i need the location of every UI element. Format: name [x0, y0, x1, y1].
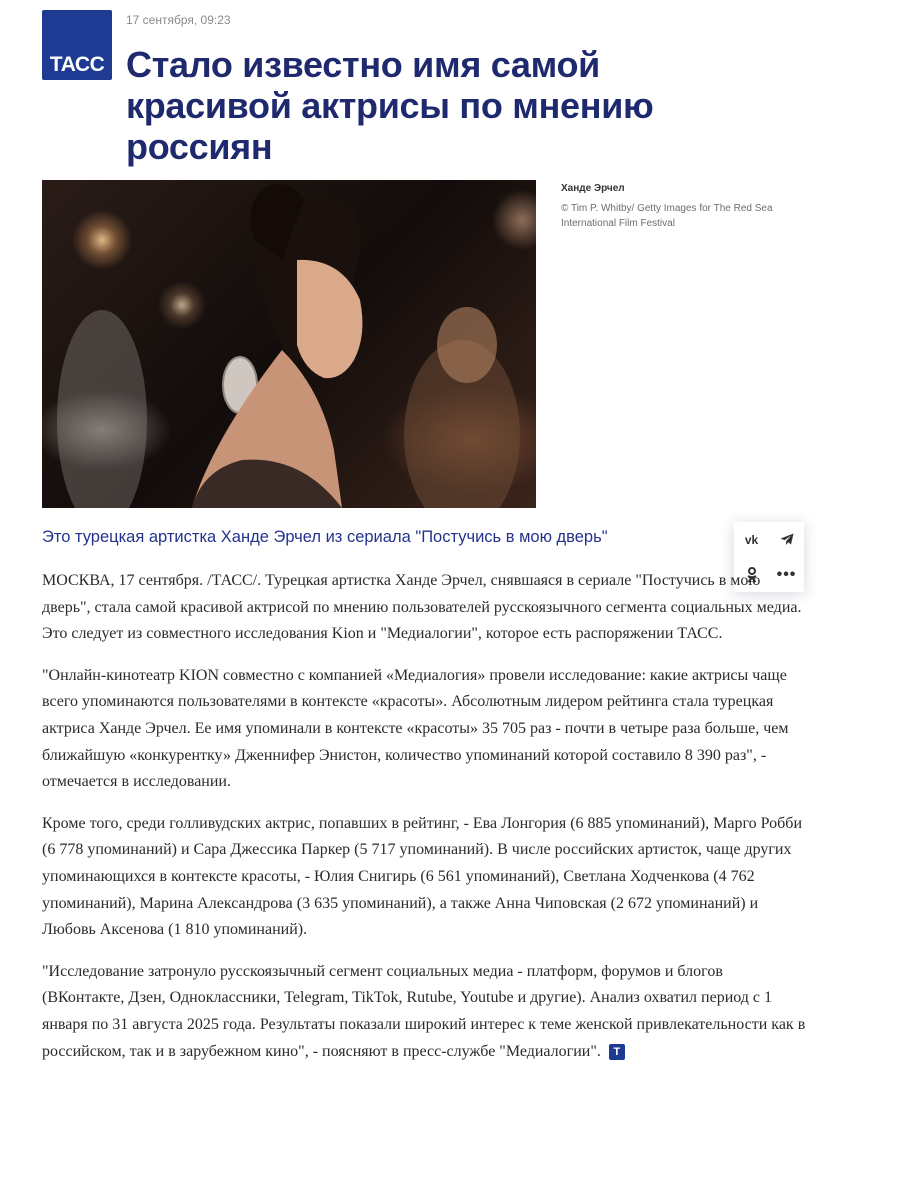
article-lead: Это турецкая артистка Ханде Эрчел из сериала "Постучись в мою дверь" [42, 528, 608, 546]
photo-illustration [42, 180, 536, 508]
share-vk-button[interactable] [734, 522, 769, 557]
body-paragraph-3: Кроме того, среди голливудских актрис, попавших в рейтинг, - Ева Лонгория (6 885 упоминаний), Марго Робби (6 778 упоминаний) и Сара Джессика Паркер (5 717 упоминаний). В числе российских артисток, чаще других упоминающихся в контексте красоты, - Юлия Снигирь (6 561 упоминаний), Светлана Ходченкова (4 762 упоминаний), Марина Александрова (3 635 упоминаний), а также Анна Чиповская (2 672 упоминаний) и Любовь Аксенова (1 810 упоминаний). [42, 814, 803, 939]
body-paragraph-1: МОСКВА, 17 сентября. /ТАСС/. Турецкая артистка Ханде Эрчел, снявшаяся в сериале "Постучись в мою дверь", стала самой красивой актрисой по мнению пользователей русскоязычного сегмента социальных медиа. Это следует из совместного исследования Kion и "Медиалогии", которое есть распоряжении ТАСС. [42, 572, 802, 643]
photo-caption-credit: © Tim P. Whitby/ Getty Images for The Red Sea International Film Festival [561, 203, 773, 229]
photo-caption-name: Ханде Эрчел [561, 183, 625, 194]
tass-end-mark-icon: Т [609, 1044, 625, 1060]
article-body [42, 565, 807, 1080]
body-paragraph-2: "Онлайн-кинотеатр KION совместно с компанией «Медиалогия» провели исследование: какие актрисы чаще всего упоминаются пользователями в контексте «красоты». Абсолютным лидером рейтинга стала турецкая актриса Ханде Эрчел. Ее имя упоминали в контексте «красоты» 35 705 раз - почти в четыре раза больше, чем ближайшую «конкурентку» Дженнифер Энистон, количество упоминаний которой составило 8 390 раз", - отмечается в исследовании. [42, 666, 789, 791]
article-photo [42, 180, 536, 508]
vk-icon: vk [744, 532, 759, 547]
logo-text: ТАСС [49, 53, 105, 76]
article-headline: Стало известно имя самой красивой актрисы по мнению россиян [126, 44, 654, 167]
body-paragraph-4-text: "Исследование затронуло русскоязычный сегмент социальных медиа - платформ, форумов и блогов (ВКонтакте, Дзен, Одноклассники, Telegram, TikTok, Rutube, Youtube и другие). Анализ охватил период с 1 января по 31 августа 2025 года. Результаты показали широкий интерес к теме женской привлекательности как в российском, так и в зарубежном кино", - поясняют в пресс-службе "Медиалогии". [42, 962, 806, 1060]
article-date: 17 сентября, 09:23 [126, 13, 231, 27]
tass-logo[interactable] [42, 10, 112, 80]
body-paragraph-4 [42, 959, 807, 1065]
more-icon: ••• [776, 565, 797, 583]
telegram-icon [780, 533, 794, 546]
share-telegram-button[interactable] [769, 522, 804, 557]
